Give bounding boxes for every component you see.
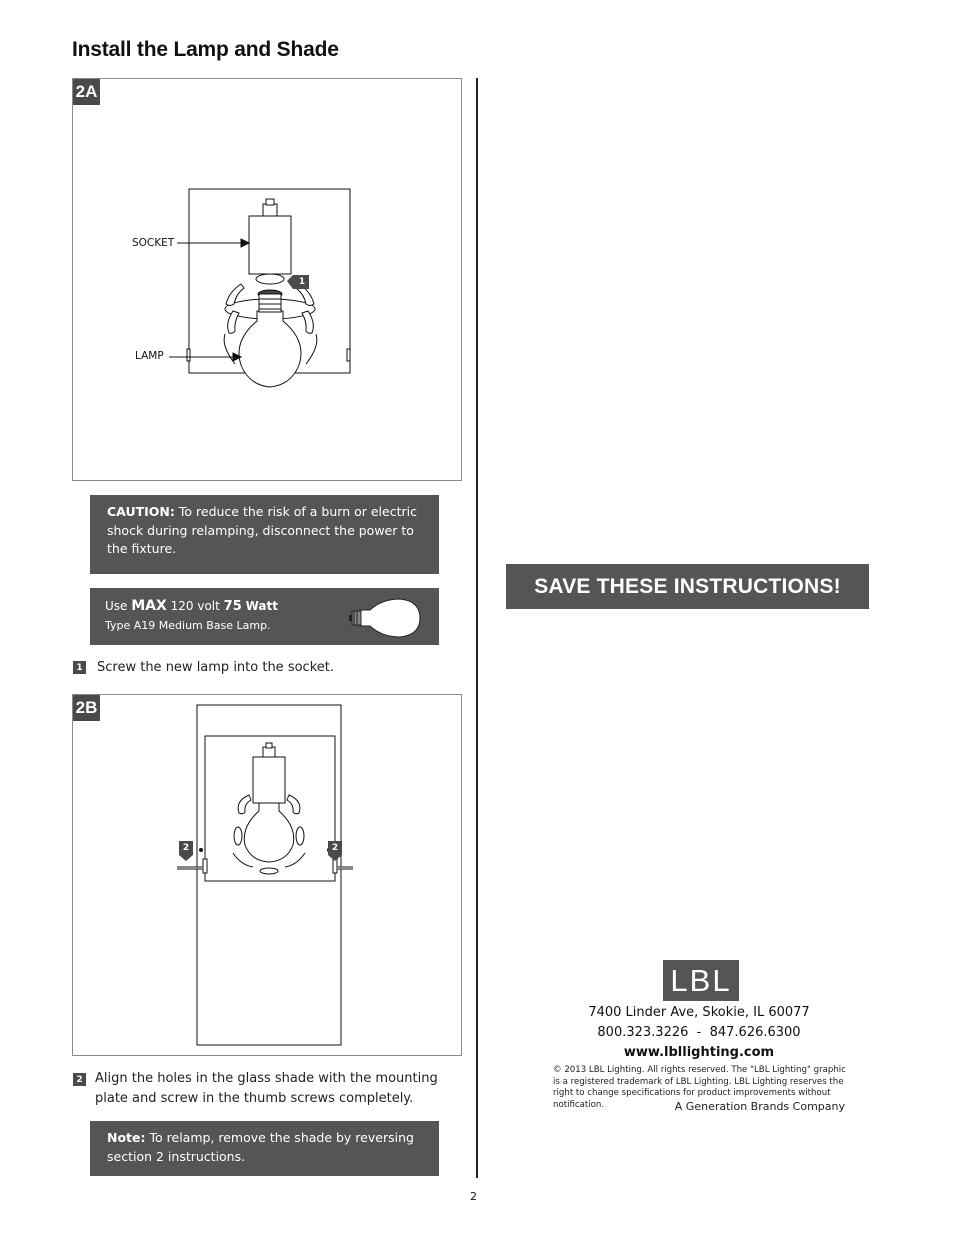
legal-notice: © 2013 LBL Lighting. All rights reserved. The "LBL Lighting" graphic is a registered trademark of LBL Lighting. LBL Lighting reserves the right to change specifications for product improvements without notification.	[553, 1065, 846, 1110]
lamp-label: LAMP	[135, 350, 164, 362]
socket-lamp-diagram	[73, 79, 461, 480]
page-number: 2	[470, 1190, 477, 1203]
save-instructions-banner: SAVE THESE INSTRUCTIONS!	[506, 564, 869, 609]
caution-text: To reduce the risk of a burn or electric shock during relamping, disconnect the power to the fixture.	[107, 504, 417, 556]
company-address: 7400 Linder Ave, Skokie, IL 60077	[588, 1005, 810, 1020]
figure-2a	[72, 78, 462, 481]
spec-volt: 120 volt	[170, 599, 220, 613]
lightbulb-icon	[348, 597, 422, 639]
figure-2b	[72, 694, 462, 1056]
company-website[interactable]: www.lbllighting.com	[623, 1045, 775, 1060]
lamp-spec-panel	[90, 588, 439, 645]
spec-max: MAX	[131, 598, 167, 614]
note-text: To relamp, remove the shade by reversing section 2 instructions.	[107, 1130, 414, 1164]
step-marker-1: 1	[298, 277, 306, 287]
parent-company: A Generation Brands Company	[674, 1100, 845, 1113]
company-phones: 800.323.3226 - 847.626.6300	[597, 1025, 801, 1040]
step-2-text: Align the holes in the glass shade with the mounting plate and screw in the thumb screws completely.	[95, 1071, 438, 1106]
shade-mounting-diagram	[73, 695, 461, 1055]
page-title: Install the Lamp and Shade	[72, 38, 339, 61]
figure-2b-tag: 2B	[73, 695, 100, 721]
step-1-text: Screw the new lamp into the socket.	[97, 660, 334, 675]
note-panel	[90, 1121, 439, 1176]
socket-label: SOCKET	[132, 237, 175, 249]
step-1-number: 1	[73, 661, 86, 674]
step-2-number: 2	[73, 1073, 86, 1086]
note-label: Note:	[107, 1130, 146, 1145]
spec-watt-value: 75	[223, 599, 242, 614]
spec-type: Type A19 Medium Base Lamp.	[105, 619, 271, 632]
figure-2a-tag: 2A	[73, 79, 100, 105]
caution-label: CAUTION:	[107, 504, 175, 519]
spec-watt-label: Watt	[245, 599, 278, 613]
spec-use: Use	[105, 599, 128, 613]
column-divider	[476, 78, 478, 1178]
caution-panel	[90, 495, 439, 574]
company-logo: LBL	[663, 960, 739, 1001]
step-marker-2-left: 2	[182, 843, 190, 853]
step-marker-2-right: 2	[331, 843, 339, 853]
